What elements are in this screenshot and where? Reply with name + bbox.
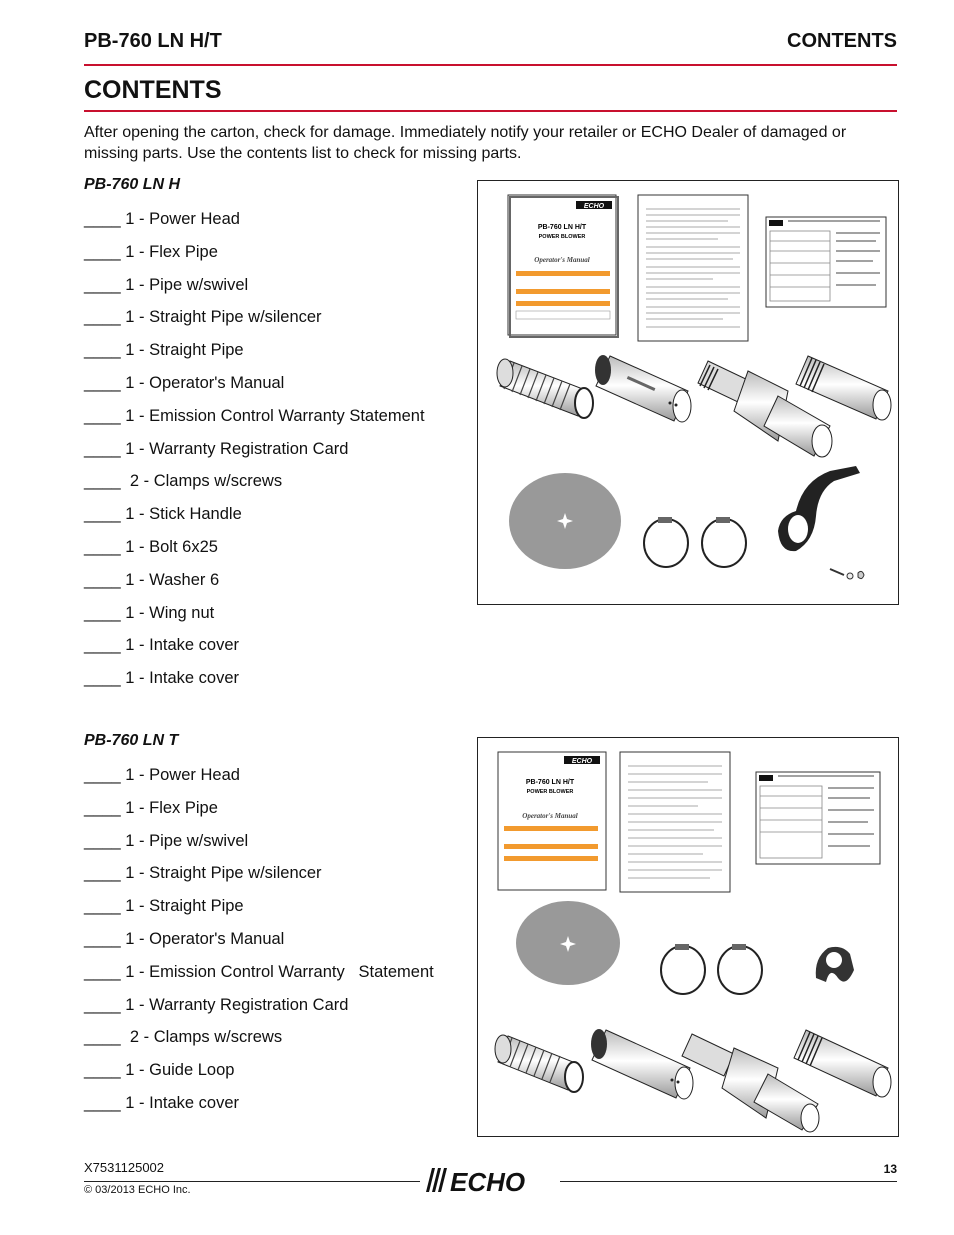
contents-item: ____ 2 - Clamps w/screws	[84, 1028, 283, 1047]
title-rule	[84, 110, 897, 112]
contents-item: ____ 1 - Stick Handle	[84, 505, 242, 524]
contents-item: ____ 1 - Warranty Registration Card	[84, 439, 349, 458]
straight-pipe-image	[796, 356, 891, 420]
contents-item: ____ 1 - Emission Control Warranty Statement	[84, 406, 425, 425]
contents-item: ____ 1 - Straight Pipe	[84, 341, 244, 360]
manual-doc: Operator's Manual	[522, 812, 578, 820]
contents-item: ____ 1 - Washer 6	[84, 570, 220, 589]
contents-item: ____ 1 - Bolt 6x25	[84, 537, 218, 556]
section-t-list	[84, 765, 434, 1126]
guide-loop-image	[816, 947, 854, 982]
contents-item: ____ 1 - Warranty Registration Card	[84, 995, 349, 1014]
contents-item: ____ 1 - Pipe w/swivel	[84, 275, 249, 294]
clamps-image	[644, 517, 746, 567]
contents-item: ____ 1 - Straight Pipe w/silencer	[84, 864, 322, 883]
section-h-list	[84, 209, 425, 701]
echo-logo	[420, 1160, 560, 1200]
page-number: 13	[883, 1162, 897, 1176]
straight-pipe-image	[794, 1030, 891, 1097]
section-t-title: PB-760 LN T	[84, 732, 179, 749]
contents-item: ____ 1 - Pipe w/swivel	[84, 831, 249, 850]
operators-manual-image	[498, 752, 606, 890]
intake-cover-image	[516, 901, 620, 985]
contents-item: ____ 1 - Power Head	[84, 210, 240, 228]
hardware-image	[830, 569, 864, 579]
contents-item: ____ 2 - Clamps w/screws	[84, 472, 283, 491]
pipe-with-swivel-image	[595, 355, 691, 422]
manual-doc: Operator's Manual	[534, 256, 590, 264]
contents-item: ____ 1 - Operator's Manual	[84, 373, 285, 392]
manual-brand: ECHO	[571, 758, 593, 765]
manual-model: PB-760 LN H/T	[525, 779, 575, 786]
contents-item: ____ 1 - Intake cover	[84, 636, 240, 655]
contents-item: ____ 1 - Flex Pipe	[84, 798, 218, 817]
warranty-statement-image	[638, 195, 748, 341]
flex-pipe-image	[495, 1035, 583, 1092]
registration-card-image	[766, 217, 886, 307]
header-model: PB-760 LN H/T	[84, 30, 222, 52]
manual-product: POWER BLOWER	[538, 234, 586, 240]
intake-cover-image	[509, 473, 621, 569]
contents-item: ____ 1 - Flex Pipe	[84, 242, 218, 261]
header-rule	[84, 64, 897, 66]
copyright: © 03/2013 ECHO Inc.	[84, 1184, 191, 1196]
section-h-title: PB-760 LN H	[84, 176, 181, 193]
header-section: CONTENTS	[787, 30, 897, 52]
warranty-statement-image	[620, 752, 730, 892]
flex-pipe-image	[497, 359, 593, 418]
manual-brand: ECHO	[583, 203, 605, 210]
contents-item: ____ 1 - Wing nut	[84, 603, 215, 622]
page-title: CONTENTS	[84, 76, 222, 104]
contents-item: ____ 1 - Guide Loop	[84, 1061, 235, 1080]
contents-image-t	[477, 737, 899, 1137]
contents-item: ____ 1 - Straight Pipe	[84, 897, 244, 916]
contents-image-h	[477, 180, 899, 605]
stick-handle-image	[778, 466, 860, 551]
contents-item: ____ 1 - Intake cover	[84, 669, 240, 688]
contents-item: ____ 1 - Straight Pipe w/silencer	[84, 308, 322, 327]
manual-model: PB-760 LN H/T	[537, 224, 587, 231]
logo-text: ECHO	[450, 1167, 526, 1197]
contents-item: ____ 1 - Emission Control Warranty Statement	[84, 962, 434, 981]
contents-item: ____ 1 - Power Head	[84, 766, 240, 784]
pipe-with-swivel-image	[591, 1029, 693, 1099]
clamps-image	[661, 944, 762, 994]
operators-manual-image	[508, 195, 618, 337]
manual-product: POWER BLOWER	[526, 789, 574, 795]
registration-card-image	[756, 772, 880, 864]
intro-paragraph: After opening the carton, check for damage. Immediately notify your retailer or ECHO Dealer of damaged or missing parts. Use the contents list to check for missing parts.	[84, 124, 847, 162]
contents-item: ____ 1 - Operator's Manual	[84, 929, 285, 948]
part-number: X7531125002	[84, 1160, 165, 1175]
contents-item: ____ 1 - Intake cover	[84, 1093, 240, 1112]
